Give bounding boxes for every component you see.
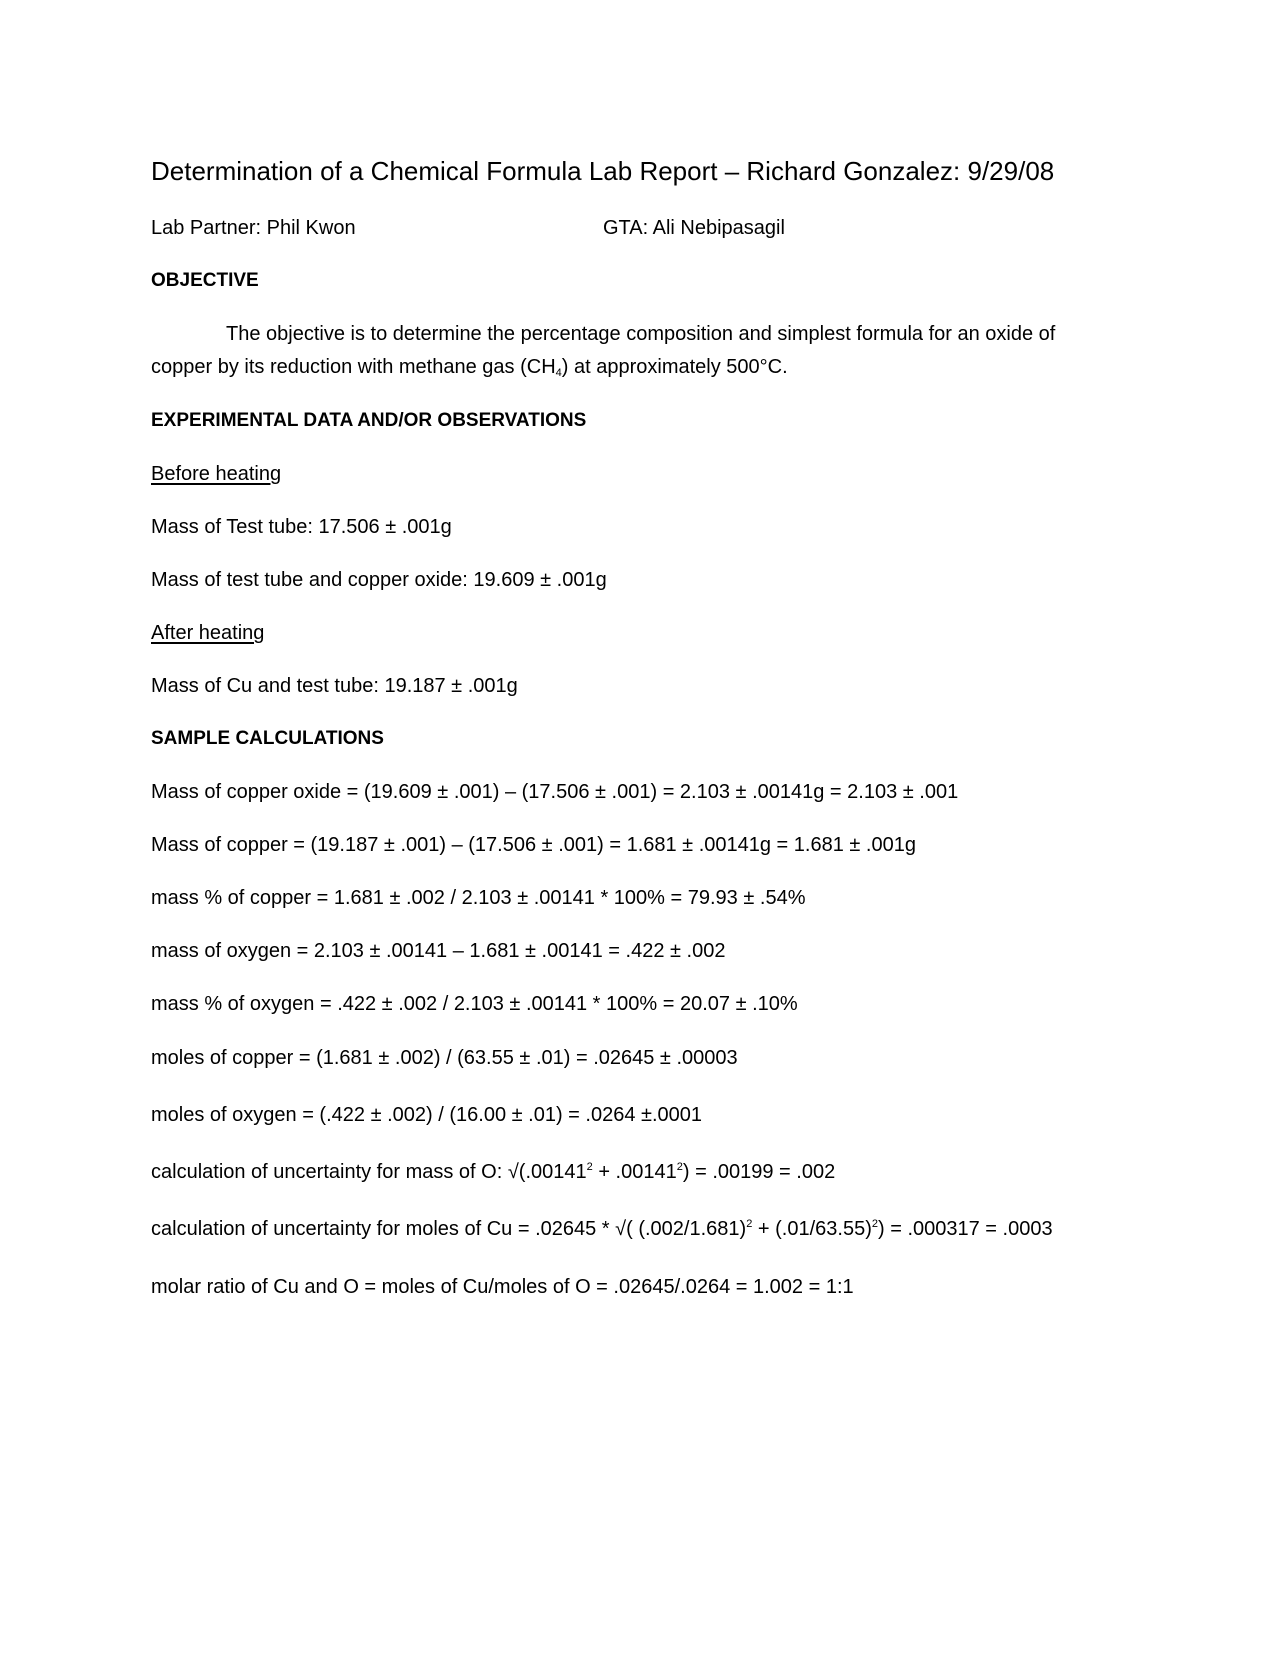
superscript: 2 (871, 1218, 878, 1230)
calc-text: calculation of uncertainty for mass of O: √(.00141 (151, 1161, 587, 1183)
calc-line: mass % of oxygen = .422 ± .002 / 2.103 ± .00141 * 100% = 20.07 ± .10% (151, 993, 798, 1015)
molar-ratio: molar ratio of Cu and O = moles of Cu/moles of O = .02645/.0264 = 1.002 = 1:1 (151, 1276, 854, 1298)
uncertainty-mass-o (151, 1160, 835, 1184)
after-item: Mass of Cu and test tube: 19.187 ± .001g (151, 675, 518, 697)
objective-text: ) at approximately 500°C. (561, 356, 788, 378)
calc-line: moles of oxygen = (.422 ± .002) / (16.00 ± .01) = .0264 ±.0001 (151, 1104, 703, 1126)
objective-line-2 (151, 355, 788, 379)
objective-text: copper by its reduction with methane gas (CH (151, 356, 556, 378)
gta: GTA: Ali Nebipasagil (603, 217, 785, 239)
report-title: Determination of a Chemical Formula Lab Report – Richard Gonzalez: 9/29/08 (151, 156, 1055, 186)
objective-heading: OBJECTIVE (151, 270, 259, 291)
calc-line: mass of oxygen = 2.103 ± .00141 – 1.681 ± .00141 = .422 ± .002 (151, 940, 726, 962)
subscript: 4 (555, 367, 562, 379)
superscript: 2 (676, 1161, 683, 1173)
experimental-heading: EXPERIMENTAL DATA AND/OR OBSERVATIONS (151, 410, 587, 431)
objective-line-1: The objective is to determine the percentage composition and simplest formula for an oxide of (226, 323, 1056, 345)
calc-text: ) = .00199 = .002 (682, 1161, 836, 1183)
sample-calculations-heading: SAMPLE CALCULATIONS (151, 728, 384, 749)
calc-line: Mass of copper oxide = (19.609 ± .001) – (17.506 ± .001) = 2.103 ± .00141g = 2.103 ± .001 (151, 781, 959, 803)
calc-line: moles of copper = (1.681 ± .002) / (63.55 ± .01) = .02645 ± .00003 (151, 1047, 738, 1069)
superscript: 2 (586, 1161, 593, 1173)
lab-partner: Lab Partner: Phil Kwon (151, 217, 356, 239)
before-item: Mass of test tube and copper oxide: 19.609 ± .001g (151, 569, 607, 591)
calc-text: calculation of uncertainty for moles of Cu = .02645 * √( (.002/1.681) (151, 1218, 747, 1240)
superscript: 2 (746, 1218, 753, 1230)
before-item: Mass of Test tube: 17.506 ± .001g (151, 516, 452, 538)
calc-text: ) = .000317 = .0003 (877, 1218, 1053, 1240)
after-heating-heading: After heating (151, 622, 265, 644)
calc-text: + (.01/63.55) (752, 1218, 872, 1240)
before-heating-heading: Before heating (151, 463, 282, 485)
calc-line: mass % of copper = 1.681 ± .002 / 2.103 ± .00141 * 100% = 79.93 ± .54% (151, 887, 806, 909)
calc-text: + .00141 (592, 1161, 677, 1183)
uncertainty-moles-cu (151, 1217, 1053, 1241)
calc-line: Mass of copper = (19.187 ± .001) – (17.506 ± .001) = 1.681 ± .00141g = 1.681 ± .001g (151, 834, 916, 856)
